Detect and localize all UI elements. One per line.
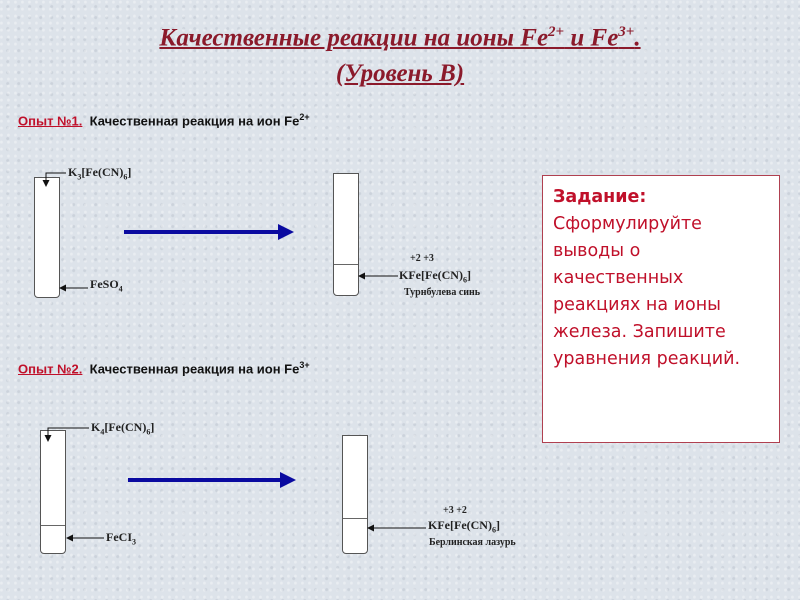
salt-1-formula: FeSO$_4$ <box>90 277 123 294</box>
product-2-name: Берлинская лазурь <box>429 537 516 548</box>
slide-title: Качественные реакции на ионы $Fe^{2+}$ и $Fe^{3+}$. <box>159 24 641 52</box>
reagent-1-pointer <box>46 173 66 186</box>
reagent-2-formula: $K_4[Fe(CN)_6]$ <box>91 420 155 437</box>
salt-2-formula: FeCI$_3$ <box>106 530 136 547</box>
task-text: Сформулируйте выводы о качественных реакциях на ионы железа. Запишите уравнения реакций. <box>553 214 741 369</box>
experiment-1-heading: Опыт №1. Качественная реакция на ион $Fe^{2+}$ <box>18 112 310 129</box>
experiment-2-heading: Опыт №2. Качественная реакция на ион $Fe^{3+}$ <box>18 360 310 377</box>
product-1-formula: $KFe[Fe(CN)_6]$ <box>399 268 471 285</box>
slide-subtitle: (Уровень В) <box>335 60 465 87</box>
task-box <box>542 175 780 443</box>
reagent-2-pointer <box>48 428 89 441</box>
reagent-1-formula: $K_3[Fe(CN)_6]$ <box>68 165 132 182</box>
oxidation-states-1: +2 +3 <box>410 253 434 264</box>
oxidation-states-2: +3 +2 <box>443 505 467 516</box>
product-1-name: Турнбулева синь <box>404 287 481 298</box>
task-heading: Задание: <box>553 187 647 207</box>
product-2-formula: $KFe[Fe(CN)_6]$ <box>428 518 500 535</box>
